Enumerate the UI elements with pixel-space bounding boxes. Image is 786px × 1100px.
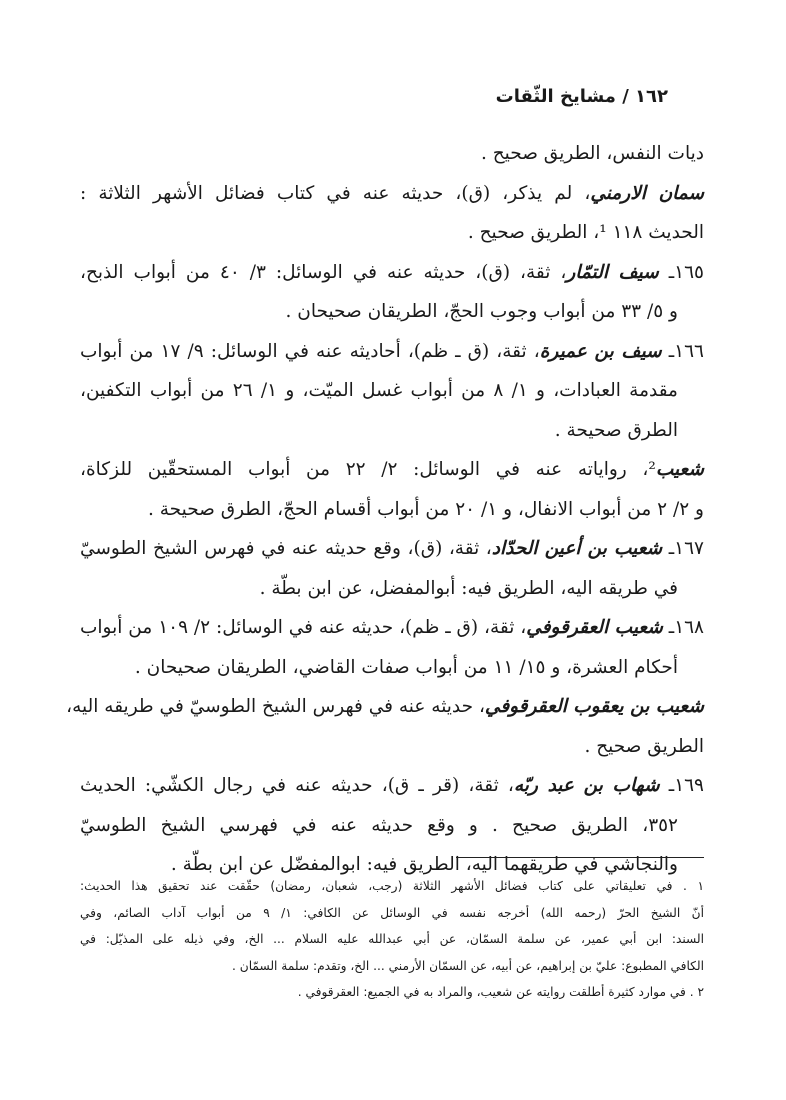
footnote-line: السند: ابن أبي عمير، عن سلمة السمّان، عن أبي عبدالله عليه السلام ... الخ، وفي ذيله على المذيّل: في <box>80 932 704 946</box>
entry-number: ١٦٧ـ <box>662 538 704 559</box>
text-line <box>80 371 704 411</box>
text-line <box>80 411 704 451</box>
text-line <box>80 490 704 530</box>
line-text: و ٥/ ٣٣ من أبواب وجوب الحجّ، الطريقان صحيحان . <box>285 301 678 322</box>
line-text: ، لم يذكر، (ق)، حديثه عنه في كتاب فضائل الأشهر الثلاثة : <box>80 182 591 204</box>
entry-number: ١٦٩ـ <box>659 775 704 796</box>
entry-number: ١٦٨ـ <box>662 617 704 638</box>
line-text: ، ثقة، (قر ـ ق)، حديثه عنه في رجال الكشّي: الحديث <box>80 775 514 796</box>
narrator-name: شعيب العقرقوفي <box>526 617 663 638</box>
text-line <box>80 529 704 569</box>
line-text: الطريق صحيح . <box>584 735 704 757</box>
text-line <box>80 727 704 767</box>
footnote-line: الكافي المطبوع: عليّ بن إبراهيم، عن أبيه، عن السمّان الأرمني ... الخ، وتقدم: سلمة السمّان . <box>232 958 704 973</box>
footnote-separator <box>456 857 704 858</box>
text-line <box>80 806 704 846</box>
narrator-name: شهاب بن عبد ربّه <box>513 775 660 796</box>
line-text: و ٢/ ٢ من أبواب الانفال، و ١/ ٢٠ من أبواب أقسام الحجّ، الطرق صحيحة . <box>147 498 704 520</box>
text-line <box>80 608 704 648</box>
main-text <box>66 134 704 885</box>
text-line <box>80 450 704 490</box>
footnote-line: ١ . في تعليقاتي على كتاب فضائل الأشهر الثلاثة (رجب، شعبان، رمضان) حقّقت عند تحقيق هذا الحديث: <box>80 879 704 893</box>
running-header: ١٦٢ / مشايخ الثّقات <box>495 86 668 107</box>
narrator-name: سمان الارمني <box>590 182 704 204</box>
line-text: ديات النفس، الطريق صحيح . <box>480 143 704 164</box>
footnote-line: أنّ الشيخ الحرّ (رحمه الله) أخرجه نفسه في الوسائل عن الكافي: ١/ ٩ من أبواب آداب الصائم، وفي <box>80 905 704 920</box>
line-text: ، ثقة، (ق ـ ظم)، أحاديثه عنه في الوسائل: ٩/ ١٧ من أبواب <box>80 340 540 362</box>
line-text: ، ثقة، (ق)، حديثه عنه في الوسائل: ٣/ ٤٠ من أبواب الذبح، <box>80 261 567 283</box>
text-line <box>80 766 704 806</box>
line-text: ، ثقة، (ق)، وقع حديثه عنه في فهرس الشيخ الطوسيّ <box>80 538 492 559</box>
text-line <box>80 569 704 609</box>
line-text: والنجاشي في طريقهما اليه، الطريق فيه: ابوالمفضّل عن ابن بطّة . <box>170 854 678 875</box>
entry-number: ١٦٦ـ <box>661 340 704 362</box>
text-line <box>80 174 704 214</box>
footnotes <box>80 873 704 1006</box>
line-text: في طريقه اليه، الطريق فيه: أبوالمفضل، عن ابن بطّة . <box>259 577 678 599</box>
line-text: ²، رواياته عنه في الوسائل: ٢/ ٢٢ من أبواب المستحقّين للزكاة، <box>80 459 656 480</box>
text-line <box>80 292 704 332</box>
narrator-name: شعيب بن يعقوب العقرقوفي <box>484 696 704 717</box>
narrator-name: سيف التمّار <box>566 261 659 283</box>
line-text: ٣٥٢، الطريق صحيح . و وقع حديثه عنه في فهرسي الشيخ الطوسيّ <box>80 814 678 836</box>
line-text: الحديث ١١٨ ¹، الطريق صحيح . <box>467 222 704 243</box>
footnote-line: ٢ . في موارد كثيرة أطلقت روايته عن شعيب، والمراد به في الجميع: العقرقوفي . <box>297 985 704 999</box>
narrator-name: شعيب <box>655 459 704 480</box>
text-line <box>80 648 704 688</box>
text-line <box>80 253 704 293</box>
text-line <box>80 332 704 372</box>
line-text: ، حديثه عنه في فهرس الشيخ الطوسيّ في طريقه اليه، <box>66 696 485 717</box>
line-text: مقدمة العبادات، و ١/ ٨ من أبواب غسل الميّت، و ١/ ٢٦ من أبواب التكفين، <box>80 380 678 401</box>
narrator-name: شعيب بن أعين الحدّاد <box>491 538 663 559</box>
line-text: أحكام العشرة، و ١٥/ ١١ من أبواب صفات القاضي، الطريقان صحيحان . <box>134 656 678 678</box>
narrator-name: سيف بن عميرة <box>539 340 662 362</box>
text-line <box>80 213 704 253</box>
text-line <box>80 134 704 174</box>
line-text: الطرق صحيحة . <box>554 419 678 441</box>
text-line <box>66 687 704 727</box>
entry-number: ١٦٥ـ <box>658 261 704 283</box>
line-text: ، ثقة، (ق ـ ظم)، حديثه عنه في الوسائل: ٢/ ١٠٩ من أبواب <box>80 617 527 638</box>
